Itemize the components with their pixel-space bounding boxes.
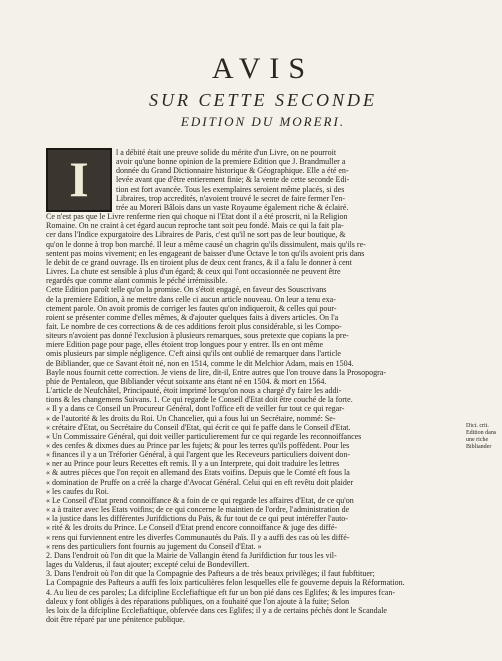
text-line: « finances il y a un Tréforier Général, à qui l'argent que les Receveurs particuliers doivent don- [46, 450, 351, 460]
drop-cap-initial: I [46, 148, 112, 212]
text-line: ctement parole. On avoit promis de corriger les fautes qu'on indiqueroit, & celles qui pour- [46, 303, 337, 313]
text-line: donnée du Grand Dictionnaire historique & Géographique. Elle a été en- [116, 166, 349, 176]
text-line: roient se présenter comme d'elles mêmes, & d'ajouter quelques faits à divers articles. On l'a [46, 312, 339, 322]
text-line: tion est fort avancée. Tous les exemplaires seroient même placés, si des [116, 184, 345, 194]
text-line: « crétaire d'Etat, ou Secrétaire du Conseil d'Etat, qui écrit ce qui fe paffe dans le Conseil d'Etat. [46, 422, 351, 432]
text-line: « ner au Prince pour leurs Recettes eft remis. Il y a un Interprete, qui doit traduire les lettres [46, 459, 340, 469]
text-line: Ce n'est pas que le Livre renferme rien qui choque ni l'Etat dont il a été proscrit, ni la Religion [46, 212, 348, 222]
text-line: regardés que comme aïant commis le péché irrémissible. [46, 276, 228, 286]
margin-note: Dict. crit. Edition dans une riche Bibliander [466, 423, 497, 450]
text-line: doit être réparé par une pénitence publique. [46, 614, 185, 624]
text-line: 4. Au lieu de ces paroles; La difcipline Ecclefiaftique eft fur un bon pié dans ces Eglifes; & les impures fcan- [46, 587, 395, 597]
text-line: l a débité était une preuve solide du mérite d'un Livre, on ne pourroit [116, 148, 337, 157]
text-line: cer dans l'Indice expurgatoire des Libraires de Paris, c'est qu'il ne sort pas de leur boutique, & [46, 230, 346, 240]
text-line: qu'on le donne à trop bon marché. Il leur a même causé un chagrin qu'ils dissimulent, mais qu'ils re- [46, 239, 366, 249]
text-line: « Le Conseil d'Etat prend connoiffance & a foin de ce qui regarde les affaires d'Etat, de ce qu'on [46, 495, 354, 505]
text-line: 2. Dans l'endroit où l'on dit que la Mairie de Vallangin étend fa Jurifdiction fur tous les vil- [46, 550, 337, 560]
text-line: « de l'autorité & les droits du Roi. Un Chancelier, qui a fous lui un Secrétaire, nommé: Se- [46, 413, 336, 423]
page-subtitle: SUR CETTE SECONDE [148, 90, 377, 110]
text-line: « rens des particuliers font fournis au jugement du Conseil d'Etat. » [46, 541, 262, 551]
page-subtitle-edition: EDITION DU MORERI. [180, 114, 346, 129]
text-line: Bayle nous fournit cette correction. Je viens de lire, dit-il, Entre autres que l'on trouve dans la Prosopogra- [46, 367, 387, 377]
text-line: « Un Commissaire Général, qui doit veiller particulierement fur ce qui regarde les reconnoiffances [46, 431, 362, 441]
text-line: « la justice dans les différentes Jurifdictions du Païs, & fur tout de ce qui peut intéreffer l'auto- [46, 514, 348, 524]
text-line: « a à traiter avec les Etats voifins; de ce qui concerne le maintien de l'ordre, l'administration de [46, 505, 350, 515]
text-line: L'article de Neufchâtel, Principauté, étoit imprimé lorsqu'on nous a chargé d'y faire les addi- [46, 386, 342, 396]
text-line: « Il y a dans ce Conseil un Procureur Général, dont l'office eft de veiller fur tout ce qui regar- [46, 404, 345, 414]
text-line: de Bibliander, que ce Savant étoit né, non en 1514, comme le dit Melchior Adam, mais en 1504. [46, 358, 354, 368]
text-line: les loix de la difcipline Ecclefiaftique, obfervée dans ces Eglifes; il y a de certains péchés dont le Scandale [46, 605, 387, 615]
text-line: de la premiere Edition, à ne mettre dans celle ci aucun article nouveau. On leur a tenu exa- [46, 294, 336, 304]
notice-text [46, 148, 480, 624]
text-line: Romaine. On ne craint à cet égard aucun reproche tant soit peu fondé. Mais ce qui la fait pla- [46, 221, 344, 231]
text-line: Cette Edition paroît telle qu'on la promise. On s'étoit engagé, en faveur des Souscrivans [46, 285, 327, 295]
text-line: lages du Valderus, il faut ajouter; excepté celui de Bondevillert. [46, 560, 250, 570]
text-line: « rens qui furviennent entre les diverfes Communautés du Païs. Il y a auffi des cas où les diffé- [46, 532, 350, 542]
text-line: « rité & les droits du Prince. Le Conseil d'Etat prend encore connoiffance & juge des diffé- [46, 523, 338, 533]
text-line: « & autres pièces que l'on reçoit en allemand des Etats voifins. Depuis que le Comté eft fous la [46, 468, 350, 478]
text-line: daleux y font obligés à des réparations publiques, on a fouhaité que l'on ajoute à la fuite; Selon [46, 596, 350, 606]
page-title: AVIS [211, 52, 315, 85]
text-line: 3. Dans l'endroit où l'on dit que la Compagnie des Pafteurs a de très beaux privilèges; il faut fubftituer; [46, 569, 375, 579]
text-line: levée avant que d'être entierement finie; & la vente de cette seconde Edi- [116, 175, 350, 185]
text-line: trée au Moreri Bâlois dans un vaste Royaume également riche & éclairé. [116, 202, 349, 212]
text-line: phie de Pentaleon, que Bibliander vécut soixante ans étant né en 1504. & mort en 1564. [46, 376, 327, 386]
text-line: « des cenfes & dixmes dues au Prince par les fujets; & pour les terres qu'ils poffèdent. Pour les [46, 441, 350, 450]
text-line: fait. Le nombre de ces corrections & de ces additions feroit plus considérable, si les Compo- [46, 321, 342, 331]
text-line: miere Edition page pour page, elles étoient trop longues pour y entrer. Ils en ont même [46, 340, 324, 350]
text-line: Livres. La chute est sensible à plus d'un égard; & ceux qui l'ont occasionnée ne peuvent être [46, 267, 341, 277]
text-line: sentent pas moins vivement; en les engageant de baisser d'une Octave le ton qu'ils avoient pris dans [46, 248, 365, 258]
text-line: omis plusieurs par simple négligence. C'eft ainsi qu'ils ont oublié de remarquer dans l'article [46, 349, 341, 359]
text-line: Libraires, trop accredités, n'avoient trouvé le secret de faire fermer l'en- [116, 193, 345, 203]
text-line: tions & les changemens Suivans. 1. Ce qui regarde le Conseil d'Etat doit être couché de la forte. [46, 395, 353, 405]
text-line: « domination de Pruffe on a créé la charge d'Avocat Général. Celui qui en eft revêtu doit plaider [46, 477, 354, 487]
text-line: La Compagnie des Pafteurs a auffi fes loix particulières felon lesquelles elle fe gouverne depuis la Réformation. [46, 578, 405, 588]
text-line: avoir qu'une bonne opinion de la premiere Edition que J. Brandmuller a [116, 157, 346, 167]
text-line: « les caufes du Roi. [46, 486, 109, 496]
notice-body [46, 148, 497, 624]
text-line: siteurs n'avoient pas donné l'exclusion à plusieurs remarques, sous pretexte que copians la pre- [46, 331, 349, 341]
text-line: le debit de ce grand ouvrage. Ils en tiroient plus de deux cent francs, & il a falu le donner à cent [46, 257, 352, 267]
